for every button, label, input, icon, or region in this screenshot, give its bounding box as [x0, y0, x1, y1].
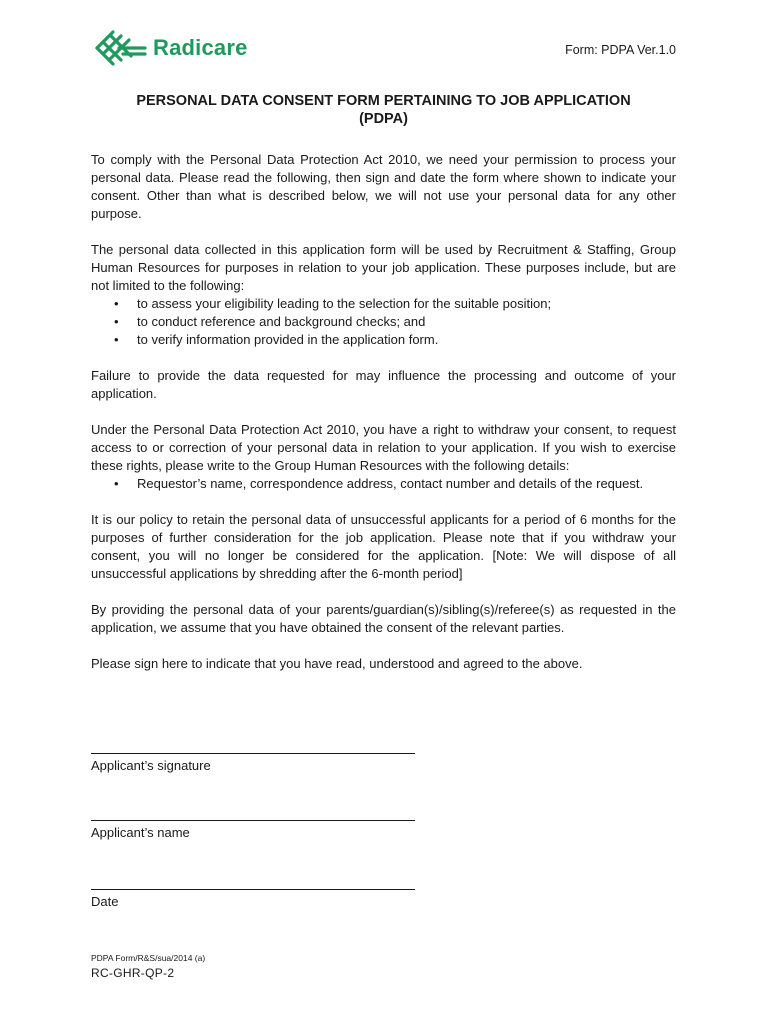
signature-line[interactable]: [91, 741, 415, 754]
name-field[interactable]: [91, 808, 421, 842]
date-line[interactable]: [91, 877, 415, 890]
paragraph-failure: Failure to provide the data requested for may influence the processing and outcome of your application.: [91, 368, 676, 401]
date-field[interactable]: [91, 877, 421, 911]
form-version-code: Form: PDPA Ver.1.0: [565, 43, 676, 57]
footer-document-code: RC-GHR-QP-2: [91, 966, 175, 980]
paragraph-usage: The personal data collected in this application form will be used by Recruitment & Staffing, Group Human Resources for purposes in relation to your job application. These purposes include, but are not limited to the following:: [91, 242, 676, 293]
purpose-item: • to verify information provided in the application form.: [137, 331, 676, 349]
page-title: [91, 92, 676, 128]
paragraph-sign-instruction: Please sign here to indicate that you have read, understood and agreed to the above.: [91, 656, 583, 671]
paragraph-rights: Under the Personal Data Protection Act 2010, you have a right to withdraw your consent, to request access to or correction of your personal data in relation to your application. If you wish to exercise these rights, please write to the Group Human Resources with the following details:: [91, 422, 676, 473]
paragraph-retention: It is our policy to retain the personal data of unsuccessful applicants for a period of 6 months for the purposes of further consideration for the job application. Please note that if you withdraw your consent, you will no longer be considered for the application. [Note: We will dispose of all unsuccessful applications by shredding after the 6-month period]: [91, 512, 676, 581]
radicare-logo-icon: [91, 26, 149, 70]
signature-label: Applicant’s signature: [91, 758, 211, 773]
purpose-list: [91, 295, 676, 349]
paragraph-intro: To comply with the Personal Data Protection Act 2010, we need your permission to process your personal data. Please read the following, then sign and date the form where shown to indicate your consent. Other than what is described below, we will not use your personal data for any other purpose.: [91, 152, 676, 221]
title-line-2: (PDPA): [359, 111, 408, 127]
purpose-item: • to assess your eligibility leading to the selection for the suitable position;: [137, 295, 676, 313]
name-label: Applicant’s name: [91, 825, 190, 840]
name-line[interactable]: [91, 808, 415, 821]
signature-field[interactable]: [91, 741, 421, 775]
radicare-logo: [91, 26, 248, 70]
logo-text: Radicare: [153, 35, 248, 60]
footer-reference: PDPA Form/R&S/sua/2014 (a): [91, 953, 206, 963]
title-line-1: PERSONAL DATA CONSENT FORM PERTAINING TO JOB APPLICATION: [136, 93, 631, 109]
purpose-item: • to conduct reference and background checks; and: [137, 313, 676, 331]
date-label: Date: [91, 894, 119, 909]
details-item: • Requestor’s name, correspondence address, contact number and details of the request.: [137, 475, 676, 493]
paragraph-third-party: By providing the personal data of your parents/guardian(s)/sibling(s)/referee(s) as requested in the application, we assume that you have obtained the consent of the relevant parties.: [91, 602, 676, 635]
details-list: [91, 475, 676, 493]
consent-body: [91, 151, 676, 691]
